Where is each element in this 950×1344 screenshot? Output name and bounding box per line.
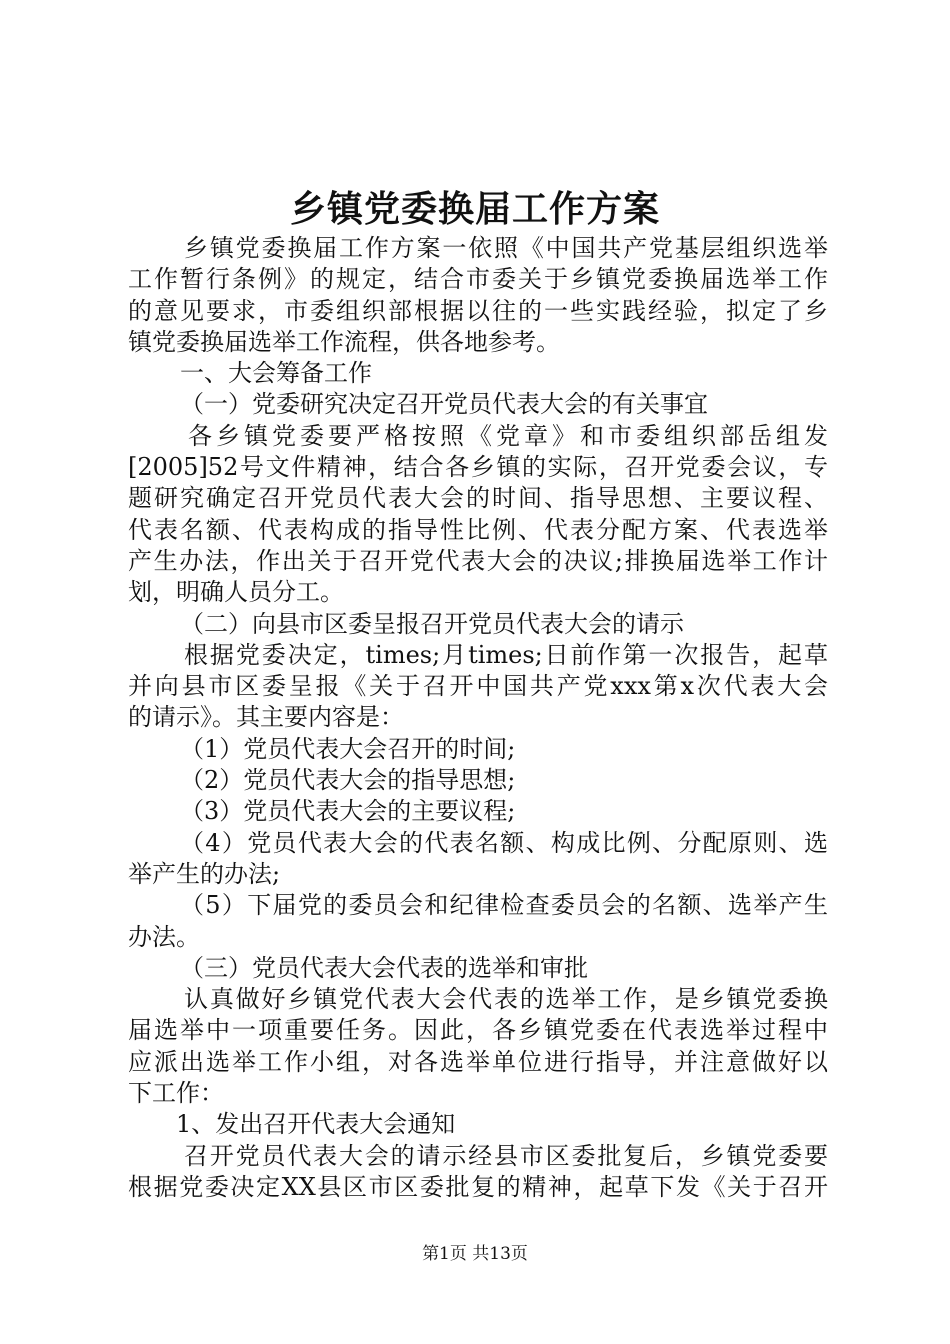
body-line: 应派出选举工作小组，对各选举单位进行指导，并注意做好以 <box>128 1047 828 1076</box>
body-line: 划，明确人员分工。 <box>128 578 344 607</box>
document-title: 乡镇党委换届工作方案 <box>289 188 660 230</box>
body-line: （5）下届党的委员会和纪律检查委员会的名额、选举产生 <box>180 891 828 920</box>
body-line: 认真做好乡镇党代表大会代表的选举工作，是乡镇党委换 <box>184 985 828 1014</box>
page-footer: 第1页 共13页 <box>422 1244 528 1264</box>
body-line: 的意见要求，市委组织部根据以往的一些实践经验，拟定了乡 <box>128 296 828 325</box>
body-line: （3）党员代表大会的主要议程; <box>180 797 516 826</box>
body-line: 一、大会筹备工作 <box>180 359 372 388</box>
body-line: 题研究确定召开党员代表大会的时间、指导思想、主要议程、 <box>128 484 828 513</box>
body-line: 各乡镇党委要严格按照《党章》和市委组织部岳组发 <box>188 421 828 450</box>
body-line: 1、发出召开代表大会通知 <box>176 1110 456 1139</box>
body-line: 下工作： <box>128 1079 224 1108</box>
body-line: 办法。 <box>128 922 200 951</box>
body-line: （2）党员代表大会的指导思想; <box>180 766 516 795</box>
body-line: 根据党委决定XX县区市区委批复的精神，起草下发《关于召开 <box>128 1172 828 1201</box>
body-line: 并向县市区委呈报《关于召开中国共产党xxx第x次代表大会 <box>128 672 828 701</box>
body-line: 届选举中一项重要任务。因此，各乡镇党委在代表选举过程中 <box>128 1016 828 1045</box>
body-line: 根据党委决定，times;月times;日前作第一次报告，起草 <box>184 640 828 669</box>
document-body <box>128 233 828 1203</box>
body-line: （4）党员代表大会的代表名额、构成比例、分配原则、选 <box>180 828 828 857</box>
body-line: （一）党委研究决定召开党员代表大会的有关事宜 <box>180 390 708 419</box>
body-line: 的请示》。其主要内容是： <box>128 703 404 732</box>
body-line: 产生办法，作出关于召开党代表大会的决议;排换届选举工作计 <box>128 546 828 575</box>
body-line: [2005]52号文件精神，结合各乡镇的实际，召开党委会议，专 <box>128 453 828 482</box>
body-line: 镇党委换届选举工作流程，供各地参考。 <box>128 327 560 356</box>
body-line: （二）向县市区委呈报召开党员代表大会的请示 <box>180 609 684 638</box>
body-line: 举产生的办法; <box>128 859 281 888</box>
body-line: （1）党员代表大会召开的时间; <box>180 734 516 763</box>
body-line: 代表名额、代表构成的指导性比例、代表分配方案、代表选举 <box>128 515 828 544</box>
body-line: 工作暂行条例》的规定，结合市委关于乡镇党委换届选举工作 <box>128 265 828 294</box>
body-line: 召开党员代表大会的请示经县市区委批复后，乡镇党委要 <box>184 1141 828 1170</box>
body-line: （三）党员代表大会代表的选举和审批 <box>180 953 588 982</box>
body-line: 乡镇党委换届工作方案一依照《中国共产党基层组织选举 <box>184 234 828 262</box>
